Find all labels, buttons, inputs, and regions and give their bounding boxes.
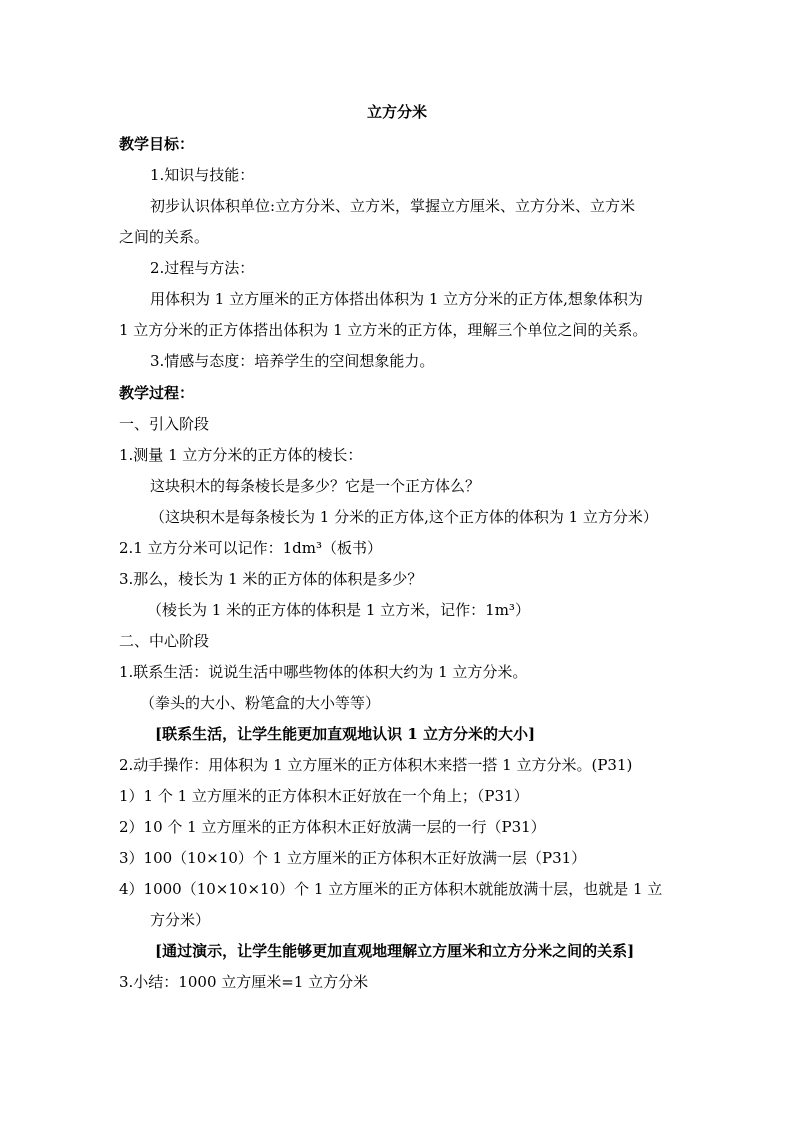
goal-heading: 教学目标： [119,135,195,153]
stage2-item1: 1.联系生活：说说生活中哪些物体的体积大约为 1 立方分米。 [119,663,528,681]
stage2-sub4-line2: 方分米） [150,911,211,929]
stage1-item1-question: 这块积木的每条棱长是多少？它是一个正方体么？ [150,477,481,495]
goal2-heading: 2.过程与方法： [150,259,255,277]
stage2-sub1: 1）1 个 1 立方厘米的正方体积木正好放在一个角上；（P31） [119,787,529,805]
stage2-item3: 3.小结：1000 立方厘米=1 立方分米 [119,973,369,991]
page-title: 立方分米 [366,103,427,121]
goal2-text-line2: 1 立方分米的正方体搭出体积为 1 立方米的正方体，理解三个单位之间的关系。 [119,321,648,339]
stage1-item3-answer: （棱长为 1 米的正方体的体积是 1 立方米，记作：1m³） [147,601,530,619]
stage2-note2: [通过演示，让学生能够更加直观地理解立方厘米和立方分米之间的关系] [155,942,635,960]
goal2-text-line1: 用体积为 1 立方厘米的正方体搭出体积为 1 立方分米的正方体,想象体积为 [150,290,643,308]
stage2-item1-answer: （拳头的大小、粉笔盒的大小等等） [140,694,381,712]
goal1-text-line1: 初步认识体积单位:立方分米、立方米，掌握立方厘米、立方分米、立方米 [150,197,636,215]
stage1-item2: 2.1 立方分米可以记作：1dm³（板书） [119,539,383,557]
goal1-text-line2: 之间的关系。 [119,228,210,246]
process-heading: 教学过程： [119,384,195,402]
stage2-sub3: 3）100（10×10）个 1 立方厘米的正方体积木正好放满一层（P31） [119,849,587,867]
stage2-item2: 2.动手操作：用体积为 1 立方厘米的正方体积木来搭一搭 1 立方分米。(P31) [119,756,633,774]
stage1-heading: 一、引入阶段 [119,415,210,433]
stage2-heading: 二、中心阶段 [119,632,210,650]
stage2-sub2: 2）10 个 1 立方厘米的正方体积木正好放满一层的一行（P31） [119,818,546,836]
goal3-text: 3.情感与态度：培养学生的空间想象能力。 [150,352,435,370]
stage2-note1: [联系生活，让学生能更加直观地认识 1 立方分米的大小] [155,725,536,743]
stage1-item3: 3.那么，棱长为 1 米的正方体的体积是多少？ [119,570,423,588]
stage1-item1: 1.测量 1 立方分米的正方体的棱长： [119,446,363,464]
stage1-item1-answer: （这块积木是每条棱长为 1 分米的正方体,这个正方体的体积为 1 立方分米） [150,508,658,526]
goal1-heading: 1.知识与技能： [150,166,255,184]
stage2-sub4-line1: 4）1000（10×10×10）个 1 立方厘米的正方体积木就能放满十层，也就是 1 立 [119,880,663,898]
